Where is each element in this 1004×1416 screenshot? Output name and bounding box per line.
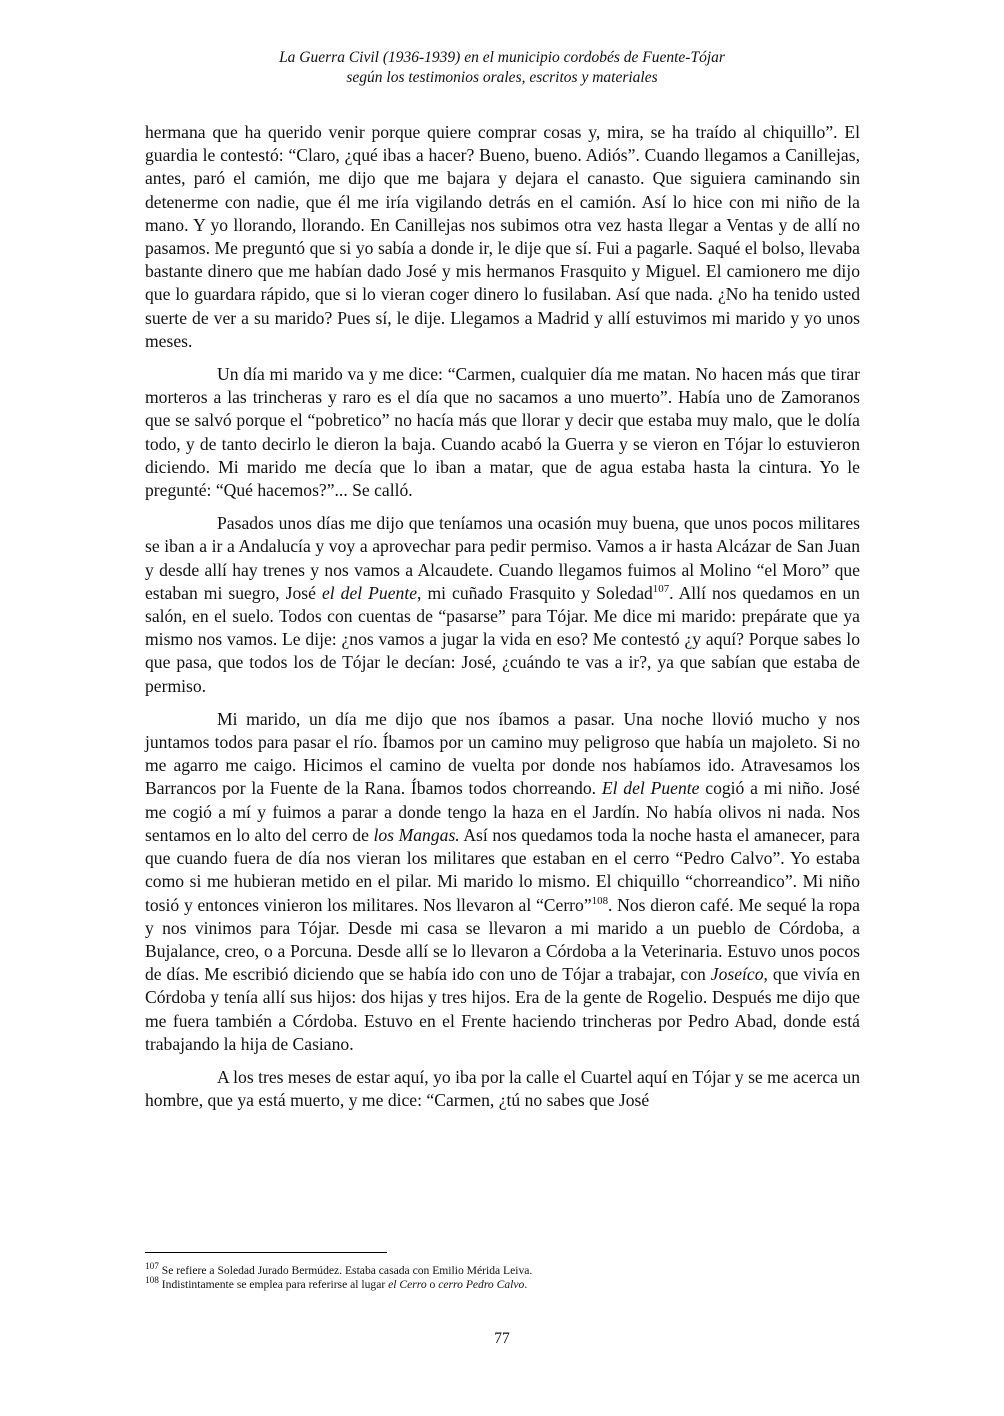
footnote-ref-107: 107 <box>652 583 670 595</box>
header-line-1: La Guerra Civil (1936-1939) en el municipio cordobés de Fuente-Tójar <box>279 49 725 66</box>
footnote-text: . <box>524 1278 528 1291</box>
paragraph-5 <box>145 1066 860 1112</box>
body-text <box>145 121 860 1122</box>
paragraph-3-text-a: Pasados unos días me dijo que teníamos una ocasión muy buena, que unos pocos militares se iban a ir a Andalucía y voy a aprovechar para pedir permiso. Vamos a ir hasta Alcázar de San Juan y desde allí hay trenes y nos vamos a Alcaudete. Cuando llegamos fuimos al Molino “el Moro” que estaban mi suegro, José <box>145 513 860 603</box>
paragraph-4-italic-2: los Mangas. <box>373 824 460 845</box>
footnote-107 <box>145 1264 860 1278</box>
footnote-italic: el Cerro <box>388 1278 427 1291</box>
footnote-108 <box>145 1278 860 1292</box>
paragraph-2 <box>145 363 860 502</box>
paragraph-5-text: A los tres meses de estar aquí, yo iba por la calle el Cuartel aquí en Tójar y se me acerca un hombre, que ya está muerto, y me dice: “Carmen, ¿tú no sabes que José <box>145 1066 860 1111</box>
running-header <box>0 48 1004 88</box>
paragraph-4-italic-3: Joseíco <box>710 964 764 985</box>
paragraph-3-text-b: , mi cuñado Frasquito y Soledad <box>417 582 653 603</box>
paragraph-1-text: hermana que ha querido venir porque quiere comprar cosas y, mira, se ha traído al chiquillo”. El guardia le contestó: “Claro, ¿qué ibas a hacer? Bueno, bueno. Adiós”. Cuando llegamos a Canillejas, antes, paró el camión, me dijo que me bajara y dejara el canasto. Que siguiera caminando sin detenerme con nadie, que él me iría vigilando detrás en el camión. Así lo hice con mi niño de la mano. Y yo llorando, llorando. En Canillejas nos subimos otra vez hasta llegar a Ventas y de allí no pasamos. Me preguntó que si yo sabía a donde ir, le dije que sí. Fui a pagarle. Saqué el bolso, llevaba bastante dinero que me habían dado José y mis hermanos Frasquito y Miguel. El camionero me dijo que lo guardara rápido, que si lo vieran coger dinero lo fusilaban. Así que nada. ¿No ha tenido usted suerte de ver a su marido? Pues sí, le dije. Llegamos a Madrid y allí estuvimos mi marido y yo unos meses. <box>145 122 860 351</box>
footnote-separator <box>145 1252 387 1253</box>
footnote-text: Indistintamente se emplea para referirse al lugar <box>158 1278 389 1291</box>
footnote-italic: cerro Pedro Calvo <box>438 1278 525 1291</box>
paragraph-4-text-b: cogió a mi niño. José me cogió a mí y fuimos a parar a donde tengo la haza en el Jardín. No había olivos ni nada. Nos sentamos en lo alto del cerro de <box>145 778 860 845</box>
paragraph-3 <box>145 512 860 698</box>
paragraph-4-text-d: . Nos dieron café. Me sequé la ropa y nos vinimos para Tójar. Desde mi casa se llevaron a mi marido a un pueblo de Córdoba, a Bujalance, creo, o a Porcuna. Desde allí se lo llevaron a Córdoba a la Veterinaria. Estuvo unos pocos de días. Me escribió diciendo que se había ido con uno de Tójar a trabajar, con <box>145 894 860 985</box>
footnote-ref-108: 108 <box>591 894 609 907</box>
paragraph-4 <box>145 708 860 1056</box>
paragraph-4-text-e: , que vivía en Córdoba y tenía allí sus hijos: dos hijas y tres hijos. Era de la gente de Rogelio. Después me dijo que me fuera también a Córdoba. Estuvo en el Frente haciendo trincheras por Pedro Abad, donde está trabajando la hija de Casiano. <box>145 964 860 1054</box>
footnotes <box>145 1264 860 1292</box>
paragraph-3-italic: el del Puente <box>321 582 418 603</box>
paragraph-3-text-c: . Allí nos quedamos en un salón, en el suelo. Todos con cuentas de “pasarse” para Tójar. Me dice mi marido: prepárate que ya mismo nos vamos. Le dije: ¿nos vamos a jugar la vida en eso? Me contestó ¿y aquí? Porque sabes lo que pasa, que todos los de Tójar le decían: José, ¿cuándo te vas a ir?, ya que sabían que estaba de permiso. <box>145 582 860 696</box>
paragraph-2-text: Un día mi marido va y me dice: “Carmen, cualquier día me matan. No hacen más que tirar morteros a las trincheras y raro es el día que no sacamos a uno muerto”. Había uno de Zamoranos que se salvó porque el “pobretico” no hacía más que llorar y decir que estaba muy malo, que le dolía todo, y de tanto decirlo le dieron la baja. Cuando acabó la Guerra y se vieron en Tójar lo estuvieron diciendo. Mi marido me decía que lo iban a matar, que de agua estaba hasta la cintura. Yo le pregunté: “Qué hacemos?”... Se calló. <box>145 364 860 501</box>
paragraph-4-italic-1: El del Puente <box>601 778 700 799</box>
paragraph-4-text-a: Mi marido, un día me dijo que nos íbamos a pasar. Una noche llovió mucho y nos juntamos todos para pasar el río. Íbamos por un camino muy peligroso que había un majoleto. Si no me agarro me caigo. Hicimos el camino de vuelta por donde nos habíamos ido. Atravesamos los Barrancos por la Fuente de la Rana. Íbamos todos chorreando. <box>145 708 860 799</box>
page-number: 77 <box>494 1330 510 1347</box>
paragraph-4-text-c: Así nos quedamos toda la noche hasta el amanecer, para que cuando fuera de día nos vieran los militares que estaban en el cerro “Pedro Calvo”. Yo estaba como si me hubieran metido en el pilar. Mi marido lo mismo. El chiquillo “chorreandico”. Mi niño tosió y entonces vinieron los militares. Nos llevaron al “Cerro” <box>145 824 860 915</box>
footnote-text: o <box>426 1278 439 1291</box>
header-line-2: según los testimonios orales, escritos y materiales <box>346 69 658 86</box>
footnote-number: 108 <box>145 1276 159 1287</box>
footnote-text: Se refiere a Soledad Jurado Bermúdez. Estaba casada con Emilio Mérida Leiva. <box>158 1264 533 1277</box>
footnote-number: 107 <box>145 1262 159 1273</box>
paragraph-1 <box>145 121 860 353</box>
